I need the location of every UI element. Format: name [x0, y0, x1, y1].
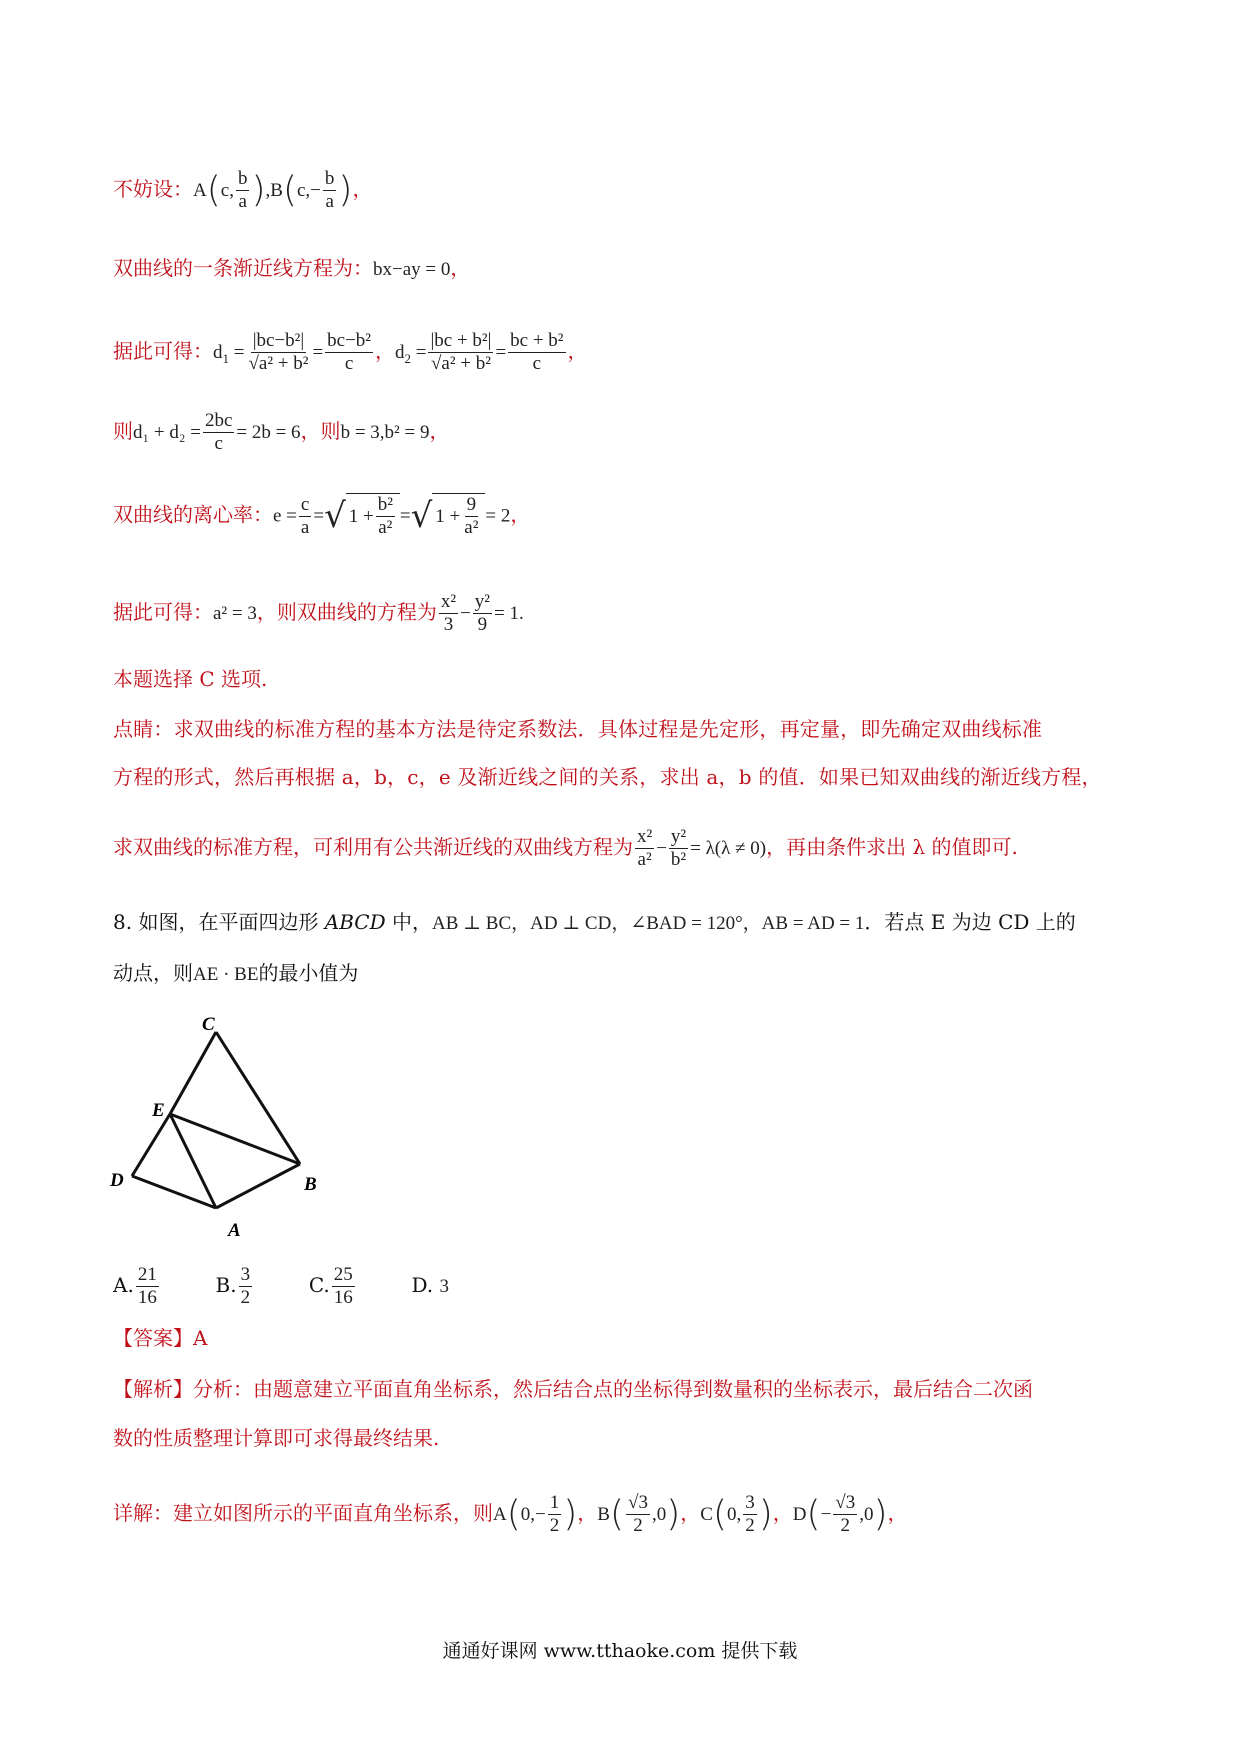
equals: =	[312, 342, 324, 363]
detail-line	[113, 1492, 908, 1537]
frac-num: 2bc	[204, 410, 233, 431]
math-text: c,−	[297, 180, 321, 201]
equals: =	[399, 505, 411, 527]
math-text: A	[193, 180, 207, 201]
fraction	[246, 330, 310, 375]
text: ．若点 E 为边 CD 上的	[864, 910, 1076, 934]
text: ，	[450, 256, 471, 280]
edge-ed	[132, 1114, 170, 1176]
math-text: b = 3,b² = 9	[340, 422, 430, 443]
frac-num: y²	[474, 591, 490, 612]
frac-den: 16	[137, 1287, 157, 1308]
math-text: B	[270, 180, 283, 201]
text: 不妨设：	[113, 177, 193, 201]
text: ，	[577, 1501, 598, 1525]
math-text: −	[820, 1504, 832, 1525]
paren: (	[806, 1493, 821, 1535]
math-text: = λ(λ ≠ 0)	[690, 838, 767, 859]
math-text: 1 +	[435, 506, 461, 527]
text: 据此可得：	[113, 600, 213, 624]
edge-ab	[216, 1164, 300, 1208]
frac-den: a	[325, 191, 334, 212]
frac-num: x²	[440, 591, 457, 612]
frac-den: 2	[633, 1515, 643, 1536]
fraction	[626, 1492, 650, 1537]
math-text: ,0	[859, 1504, 874, 1525]
paren: )	[338, 169, 353, 211]
minus: −	[656, 838, 667, 859]
tip-line-1: 点睛：求双曲线的标准方程的基本方法是待定系数法．具体过程是先定形，再定量，即先确定双曲线标准	[113, 717, 1043, 741]
frac-num: bc + b²	[510, 330, 564, 351]
frac-num: y²	[670, 826, 687, 847]
comma: ，	[375, 339, 396, 363]
math-text: = 2b = 6	[236, 422, 301, 443]
math-text: ABCD	[324, 910, 386, 934]
paren: (	[506, 1493, 521, 1535]
solution-line-1	[113, 168, 372, 213]
sqrt	[346, 493, 400, 539]
frac-den: 2	[745, 1515, 755, 1536]
frac-num: bc−b²	[327, 330, 372, 351]
frac-den: a	[238, 191, 247, 212]
label-d: D	[110, 1170, 124, 1191]
fraction	[462, 494, 480, 539]
text: ，	[510, 502, 531, 527]
math-text: bx−ay = 0	[373, 259, 451, 280]
frac-num: 3	[745, 1492, 755, 1513]
frac-den: 16	[333, 1287, 353, 1308]
frac-den: a²	[464, 517, 479, 538]
text: ，	[772, 1501, 793, 1525]
page-footer: 通通好课网 www.tthaoke.com 提供下载	[442, 1640, 798, 1662]
math-text: AB ⊥ BC，AD ⊥ CD，∠BAD = 120°，AB = AD = 1	[432, 913, 865, 934]
text: ，则	[300, 419, 341, 443]
math-text: 1 +	[348, 506, 374, 527]
fraction	[428, 330, 493, 375]
text: 双曲线的离心率：	[113, 502, 273, 527]
paren: (	[712, 1493, 727, 1535]
sqrt	[432, 493, 485, 539]
paren: (	[282, 169, 297, 211]
text: 则	[113, 419, 133, 443]
text: 中，	[385, 910, 433, 934]
frac-den: 2	[549, 1515, 560, 1536]
frac-num: b	[324, 168, 335, 189]
label-e: E	[152, 1100, 165, 1121]
math-text: AE · BE	[193, 964, 259, 985]
label-b: B	[304, 1174, 317, 1195]
frac-num: |bc−b²|	[252, 330, 305, 351]
fraction	[743, 1492, 757, 1537]
paren: (	[609, 1493, 625, 1535]
fraction	[299, 494, 311, 539]
math-text: c,	[220, 180, 234, 201]
fraction	[548, 1492, 562, 1537]
question-line-2	[113, 961, 358, 987]
analysis-line-1: 【解析】分析：由题意建立平面直角坐标系，然后结合点的坐标得到数量积的坐标表示，最后结合二次函	[113, 1377, 1033, 1401]
option-d[interactable]	[411, 1273, 449, 1297]
text: ，	[567, 339, 588, 363]
fraction	[239, 1264, 253, 1309]
frac-num: 25	[333, 1264, 353, 1285]
frac-den: √a² + b²	[430, 353, 491, 374]
solution-line-7: 本题选择 C 选项.	[113, 667, 268, 691]
quadrilateral-figure	[108, 1010, 348, 1250]
paren: )	[563, 1493, 578, 1535]
math-text: d₁ + d₂ =	[133, 422, 201, 443]
option-value: 3	[439, 1276, 450, 1297]
paren: )	[666, 1493, 681, 1535]
text: 动点，则	[113, 961, 193, 985]
fraction	[325, 330, 373, 375]
frac-den: c	[214, 433, 223, 454]
frac-den: b²	[670, 849, 687, 870]
text: 求双曲线的标准方程，可利用有公共渐近线的双曲线方程为	[113, 835, 633, 859]
paren: )	[758, 1493, 773, 1535]
frac-num: 1	[549, 1492, 560, 1513]
math-text: $d_1$ =	[213, 342, 245, 366]
math-text: = 2	[485, 505, 511, 527]
solution-line-4	[113, 410, 449, 455]
text: ，	[429, 419, 450, 443]
paren: )	[251, 169, 266, 211]
math-text: D	[792, 1504, 807, 1525]
fraction	[439, 591, 458, 636]
frac-den: a²	[378, 517, 393, 538]
frac-den: 2	[240, 1287, 251, 1308]
fraction	[508, 330, 565, 375]
math-text: B	[597, 1504, 610, 1525]
fraction	[473, 591, 492, 636]
label-c: C	[202, 1014, 215, 1035]
fraction	[136, 1264, 159, 1309]
fraction	[669, 826, 688, 871]
frac-num: b²	[377, 494, 393, 515]
sqrt-sign: √	[410, 496, 433, 536]
math-text: a² = 3	[213, 603, 257, 624]
option-label: A.	[113, 1273, 134, 1297]
text: ，	[352, 177, 373, 201]
math-text: $d_2$ =	[395, 342, 427, 366]
text: 双曲线的一条渐近线方程为：	[113, 256, 373, 280]
answer-options	[113, 1264, 449, 1309]
option-label: B.	[215, 1273, 237, 1297]
frac-num: 9	[466, 494, 477, 515]
frac-den: 9	[477, 614, 488, 635]
text: ，	[680, 1501, 701, 1525]
frac-num: √3	[835, 1492, 856, 1513]
solution-line-2	[113, 256, 470, 282]
math-text: = 1.	[493, 603, 524, 624]
math-text: 0,−	[520, 1504, 546, 1525]
text: 据此可得：	[113, 339, 213, 363]
text: 详解：建立如图所示的平面直角坐标系，则	[113, 1501, 493, 1525]
fraction	[376, 494, 395, 539]
solution-line-5	[113, 493, 530, 539]
solution-line-6	[113, 591, 524, 636]
label-a: A	[228, 1220, 241, 1241]
equals: =	[495, 342, 507, 363]
frac-den: 2	[840, 1515, 851, 1536]
text: ，则双曲线的方程为	[256, 600, 437, 624]
option-label: C.	[308, 1273, 330, 1297]
fraction	[833, 1492, 857, 1537]
frac-den: a²	[637, 849, 652, 870]
frac-num: b	[237, 168, 248, 189]
math-text: 0,	[727, 1504, 742, 1525]
text: 8. 如图，在平面四边形	[113, 910, 325, 934]
fraction	[203, 410, 234, 455]
tip-line-3	[113, 826, 1018, 871]
frac-num: x²	[637, 826, 653, 847]
tip-line-2: 方程的形式，然后再根据 a，b，c，e 及渐近线之间的关系，求出 a，b 的值．如果已知双曲线的渐近线方程，	[113, 765, 1102, 789]
frac-num: 3	[240, 1264, 251, 1285]
frac-den: c	[344, 353, 354, 374]
math-text: e =	[273, 505, 297, 527]
sqrt-sign: √	[324, 496, 346, 536]
paren: (	[206, 169, 221, 211]
answer-label: 【答案】A	[113, 1326, 208, 1350]
comma: ,	[265, 180, 271, 201]
equals: =	[313, 505, 325, 527]
option-a[interactable]	[113, 1264, 161, 1308]
frac-num: |bc + b²|	[430, 330, 492, 351]
math-text: ,0	[651, 1504, 667, 1525]
frac-den: c	[532, 353, 542, 374]
edge-ce	[170, 1032, 216, 1114]
frac-den: √a² + b²	[248, 353, 309, 374]
text: 的最小值为	[258, 961, 359, 985]
fraction	[323, 168, 337, 213]
minus: −	[460, 603, 471, 624]
frac-num: c	[300, 493, 310, 515]
paren: )	[873, 1493, 888, 1535]
frac-num: 21	[137, 1264, 157, 1285]
math-text: A	[493, 1504, 507, 1525]
text: ，	[887, 1501, 908, 1525]
frac-num: √3	[628, 1492, 648, 1513]
fraction	[332, 1264, 355, 1309]
edge-cb	[216, 1032, 300, 1164]
solution-line-3	[113, 330, 588, 375]
option-label: D.	[411, 1273, 434, 1297]
option-c[interactable]	[308, 1264, 357, 1308]
analysis-line-2: 数的性质整理计算即可求得最终结果.	[113, 1426, 440, 1450]
question-line-1	[113, 910, 1076, 936]
frac-den: a	[300, 516, 310, 538]
frac-den: 3	[443, 614, 454, 635]
text: ，再由条件求出 λ 的值即可.	[766, 835, 1018, 859]
option-b[interactable]	[215, 1264, 255, 1308]
fraction	[635, 826, 654, 871]
math-text: C	[700, 1504, 713, 1525]
fraction	[236, 168, 250, 213]
